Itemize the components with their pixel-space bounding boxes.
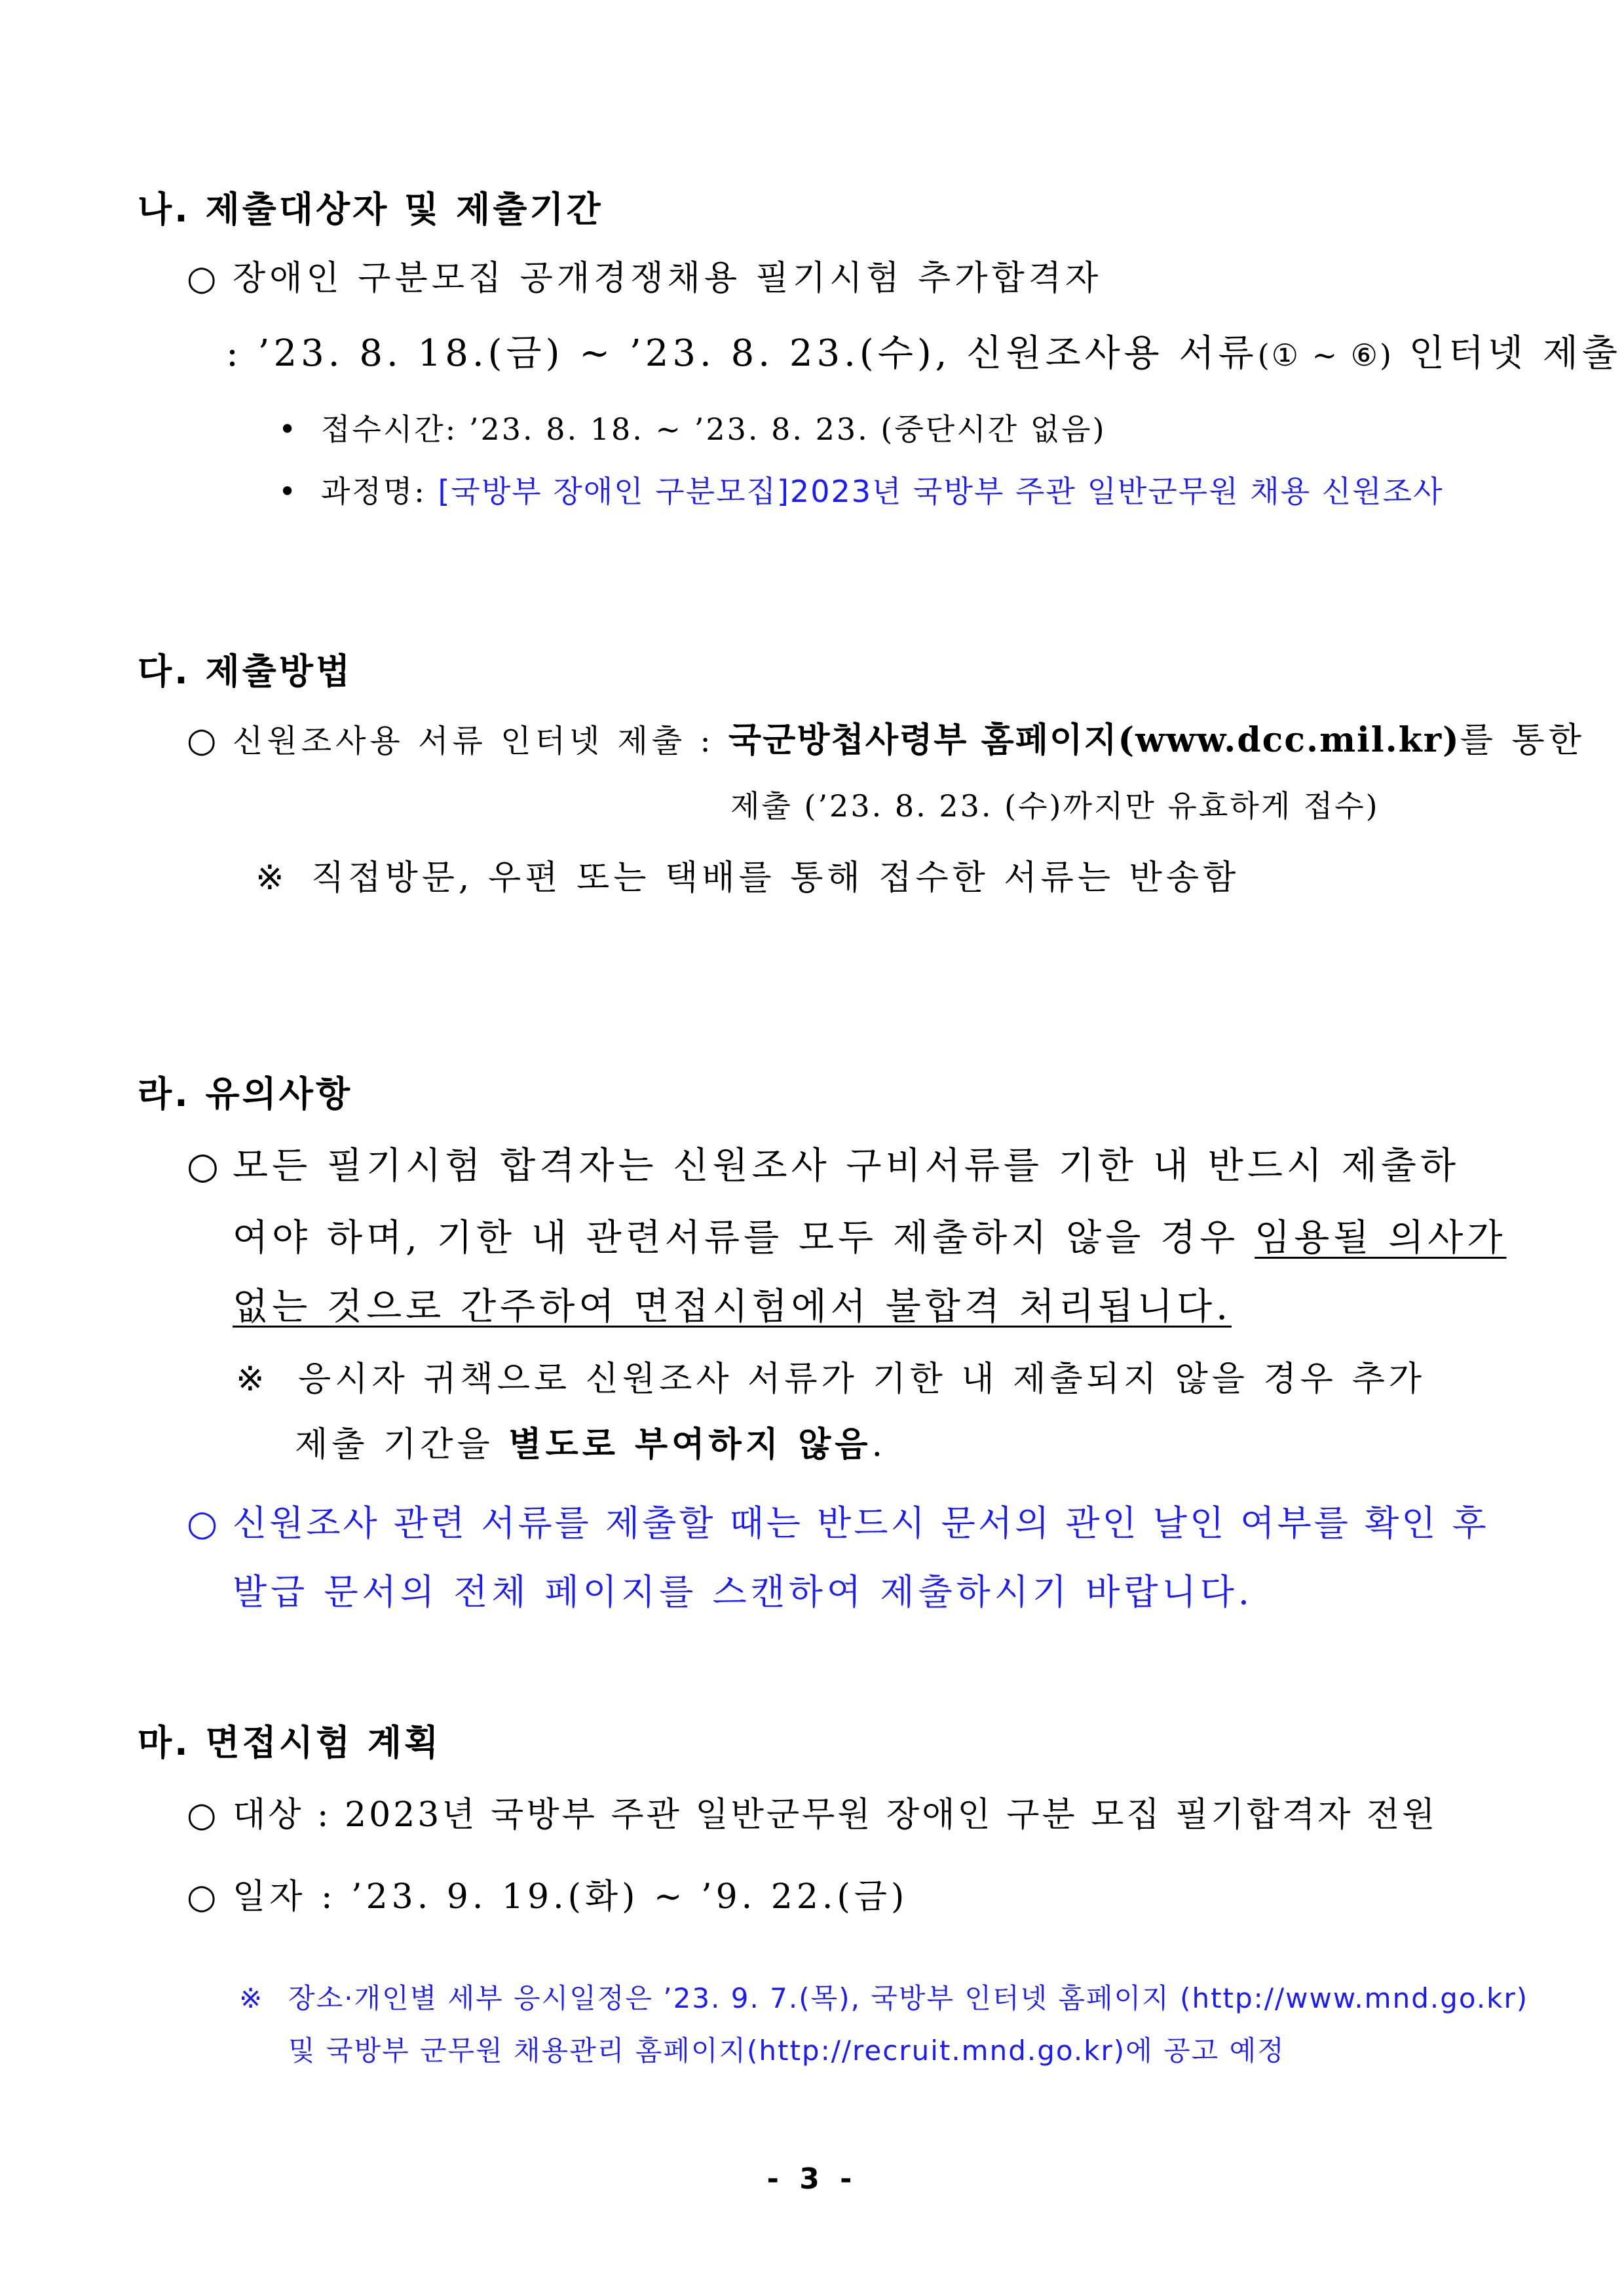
da-note-text: 직접방문, 우편 또는 택배를 통해 접수한 서류는 반송함 (311, 858, 1240, 898)
na-period-dates: ’23. 8. 18.(금) ~ ’23. 8. 23.(수), 신원조사용 서류 (257, 332, 1258, 375)
da-item1-cont: 제출 (’23. 8. 23. (수)까지만 유효하게 접수) (730, 788, 1380, 824)
section-heading-ra: 라. 유의사항 (138, 1073, 353, 1115)
ra-item2-line1 (187, 1501, 1489, 1546)
ra-note-line1 (236, 1356, 1426, 1402)
da-item1 (187, 718, 1585, 764)
ma-item2 (187, 1874, 908, 1920)
ra-item2-line1-text: 신원조사 관련 서류를 제출할 때는 반드시 문서의 관인 날인 여부를 확인 후 (233, 1502, 1489, 1544)
da-note (255, 855, 1239, 901)
na-period-prefix: : (226, 332, 258, 375)
dot-bullet-icon: • (278, 474, 299, 509)
na-bullet1 (278, 406, 1106, 452)
reference-mark-icon: ※ (239, 1982, 264, 2014)
ma-note-line1 (239, 1976, 1528, 2021)
ra-item1-line3: 없는 것으로 간주하여 면접시험에서 불합격 처리됩니다. (233, 1286, 1232, 1328)
na-bullet2-label: 과정명: (321, 474, 438, 509)
ra-note-bold: 별도로 부여하지 않음 (508, 1425, 872, 1464)
na-period (226, 331, 1621, 378)
dot-bullet-icon: • (278, 411, 299, 447)
ma-note-line1-text: 장소·개인별 세부 응시일정은 ’23. 9. 7.(목), 국방부 인터넷 홈페이지 (http://www.mnd.go.kr) (288, 1982, 1529, 2014)
na-item1 (187, 256, 1102, 301)
ra-item1-line1-text: 모든 필기시험 합격자는 신원조사 구비서류를 기한 내 반드시 제출하 (233, 1145, 1460, 1187)
da-site-link: 국군방첩사령부 홈페이지(www.dcc.mil.kr) (728, 720, 1460, 760)
ra-note-period: . (871, 1425, 887, 1464)
circle-bullet-icon: ○ (187, 1502, 221, 1544)
ra-item1-line2 (233, 1215, 1507, 1261)
da-item1-end: 를 통한 (1460, 721, 1585, 760)
ra-item1-line2-text: 여야 하며, 기한 내 관련서류를 모두 제출하지 않을 경우 (233, 1217, 1255, 1259)
circle-bullet-icon: ○ (187, 1795, 219, 1835)
na-period-range: (① ~ ⑥) (1257, 337, 1393, 373)
section-heading-na: 나. 제출대상자 및 제출기간 (138, 189, 603, 230)
section-heading-ma: 마. 면접시험 계획 (138, 1722, 442, 1763)
ma-item1 (187, 1792, 1437, 1838)
section-heading-da: 다. 제출방법 (138, 651, 353, 692)
ma-item1-text: 대상 : 2023년 국방부 주관 일반군무원 장애인 구분 모집 필기합격자 전원 (233, 1795, 1438, 1835)
circle-bullet-icon: ○ (187, 721, 221, 760)
ma-item2-text: 일자 : ’23. 9. 19.(화) ~ ’9. 22.(금) (233, 1877, 909, 1917)
ra-item1-line1 (187, 1143, 1460, 1189)
page-number: - 3 - (766, 2162, 858, 2196)
na-course-name: [국방부 장애인 구분모집]2023년 국방부 주관 일반군무원 채용 신원조사 (438, 474, 1444, 509)
ra-note-line2 (295, 1422, 886, 1468)
reference-mark-icon: ※ (255, 858, 288, 898)
circle-bullet-icon: ○ (187, 1877, 221, 1917)
reference-mark-icon: ※ (236, 1360, 269, 1399)
da-item1-label: 신원조사용 서류 인터넷 제출 : (233, 723, 728, 759)
na-item1-text: 장애인 구분모집 공개경쟁채용 필기시험 추가합격자 (233, 259, 1103, 298)
circle-bullet-icon: ○ (187, 1145, 223, 1187)
na-bullet1-text: 접수시간: ’23. 8. 18. ~ ’23. 8. 23. (중단시간 없음) (321, 411, 1106, 447)
ra-note-line1-text: 응시자 귀책으로 신원조사 서류가 기한 내 제출되지 않을 경우 추가 (298, 1360, 1426, 1399)
ra-item2-line2: 발급 문서의 전체 페이지를 스캔하여 제출하시기 바랍니다. (233, 1571, 1254, 1613)
na-period-suffix: 인터넷 제출 (1393, 332, 1622, 375)
na-bullet2 (278, 469, 1444, 514)
ma-note-line2: 및 국방부 군무원 채용관리 홈페이지(http://recruit.mnd.go.kr)에 공고 예정 (288, 2035, 1285, 2067)
ra-note-line2-text: 제출 기간을 (295, 1425, 509, 1464)
ra-item1-underlined-a: 임용될 의사가 (1255, 1217, 1507, 1259)
circle-bullet-icon: ○ (187, 259, 221, 298)
